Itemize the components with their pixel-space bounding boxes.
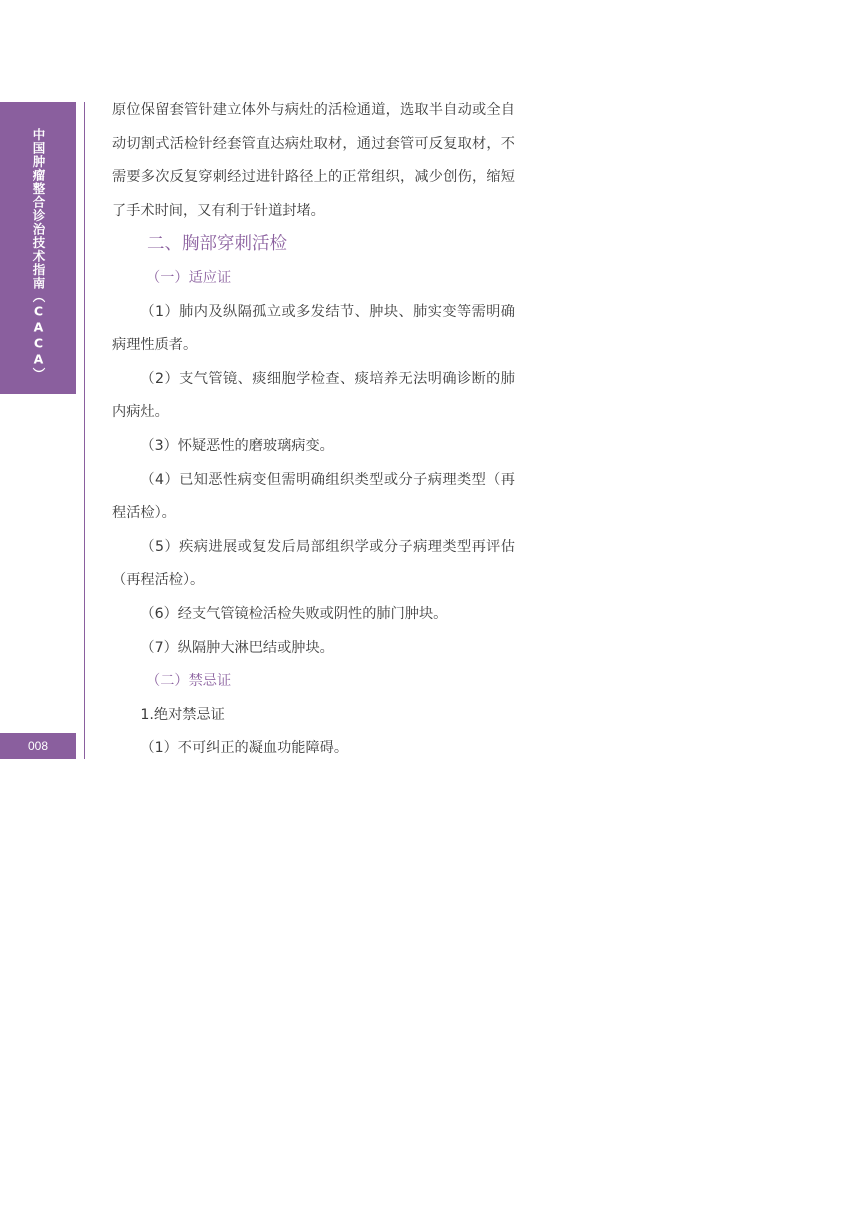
section-heading: 二、胸部穿刺活检 <box>147 234 287 255</box>
indication-item: （1）肺内及纵隔孤立或多发结节、肿块、肺实变等需明确病理性质者。 <box>112 303 515 354</box>
contraindications-heading: （二）禁忌证 <box>146 673 232 690</box>
sidebar-book-title: 中国肿瘤整合诊治技术指南（CACA） <box>31 128 46 381</box>
indication-item: （7）纵隔肿大淋巴结或肿块。 <box>140 639 334 656</box>
main-content <box>112 94 515 766</box>
indication-item: （3）怀疑恶性的磨玻璃病变。 <box>140 437 334 454</box>
absolute-contraindication-item: （1）不可纠正的凝血功能障碍。 <box>140 740 349 757</box>
indication-item: （5）疾病进展或复发后局部组织学或分子病理类型再评估（再程活检）。 <box>112 538 515 589</box>
indications-heading: （一）适应证 <box>146 269 232 286</box>
absolute-contraindications-heading: 1.绝对禁忌证 <box>140 706 225 723</box>
page-number: 008 <box>27 739 49 753</box>
intro-paragraph: 原位保留套管针建立体外与病灶的活检通道，选取半自动或全自动切割式活检针经套管直达病灶取材，通过套管可反复取材，不需要多次反复穿刺经过进针路径上的正常组织，减少创伤，缩短了手术时间，又有利于针道封堵。 <box>112 102 515 219</box>
indication-item: （6）经支气管镜检活检失败或阴性的肺门肿块。 <box>140 605 448 622</box>
margin-divider-line <box>84 102 85 759</box>
indication-item: （2）支气管镜、痰细胞学检查、痰培养无法明确诊断的肺内病灶。 <box>112 370 515 421</box>
indication-item: （4）已知恶性病变但需明确组织类型或分子病理类型（再程活检）。 <box>112 471 515 522</box>
